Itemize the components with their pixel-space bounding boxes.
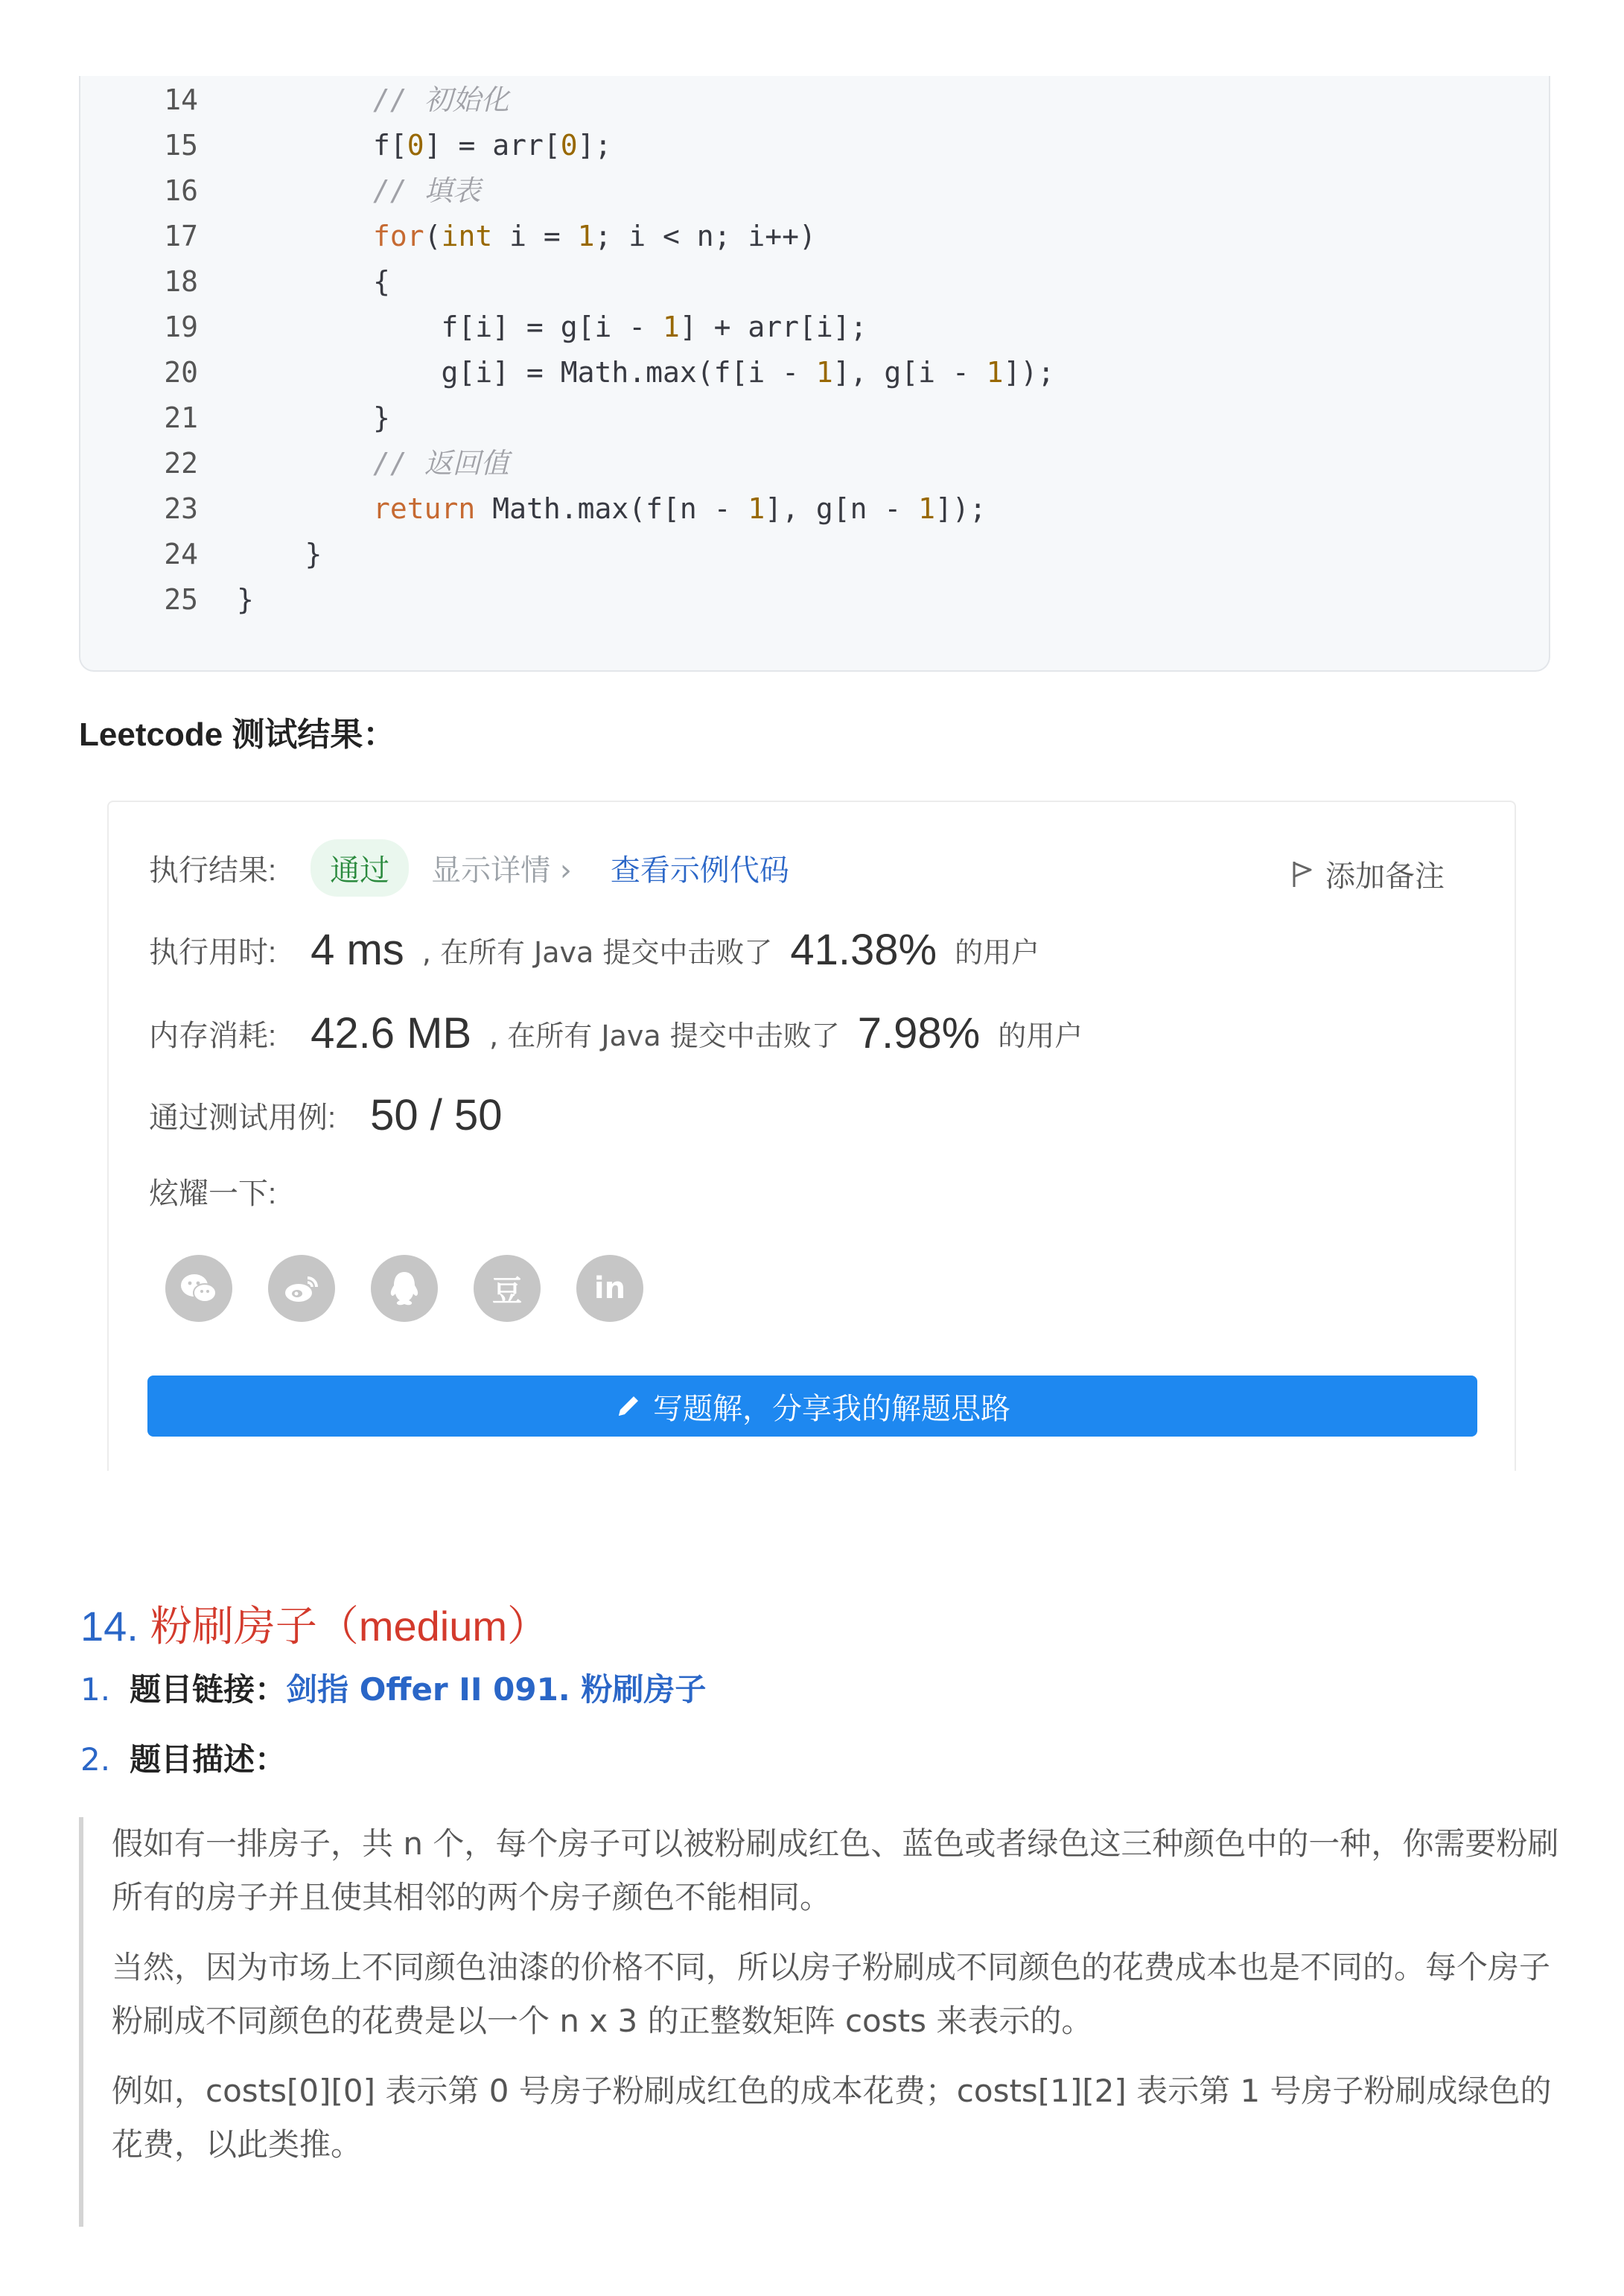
code-line (80, 305, 867, 349)
description-paragraph: 例如，costs[0][0] 表示第 0 号房子粉刷成红色的成本花费；costs[1][2] 表示第 1 号房子粉刷成绿色的花费，以此类推。 (112, 2073, 1552, 2163)
list-index: 2. (80, 1741, 111, 1778)
code-text: // 初始化 (373, 83, 509, 116)
share-row (149, 1161, 311, 1221)
show-detail-link[interactable]: 显示详情 › (431, 853, 572, 888)
code-line (80, 577, 254, 622)
write-solution-button[interactable] (147, 1376, 1477, 1437)
list-item-link (80, 1665, 706, 1710)
result-row (149, 838, 789, 897)
code-block (79, 76, 1550, 672)
description-paragraph: 当然，因为市场上不同颜色油漆的价格不同，所以房子粉刷成不同颜色的花费成本也是不同的。每个房子粉刷成不同颜色的花费是以一个 n x 3 的正整数矩阵 costs 来表示的。 (112, 1949, 1551, 2039)
sample-code-link[interactable]: 查看示例代码 (610, 853, 789, 888)
code-line (80, 77, 509, 122)
line-number: 17 (164, 220, 198, 252)
share-icons (165, 1255, 643, 1322)
code-line (80, 259, 390, 304)
memory-desc: , 在所有 Java 提交中击败了 (489, 1019, 840, 1052)
memory-percent: 7.98% (857, 1008, 981, 1058)
code-text: } (237, 583, 254, 616)
section-heading (80, 1594, 549, 1653)
line-number: 15 (164, 129, 198, 162)
code-text: f[i] = g[i - 1] + arr[i]; (441, 311, 867, 343)
code-text: g[i] = Math.max(f[i - 1], g[i - 1]); (441, 356, 1055, 389)
code-text: } (305, 538, 322, 570)
weibo-icon[interactable] (268, 1255, 335, 1322)
description-paragraph: 假如有一排房子，共 n 个，每个房子可以被粉刷成红色、蓝色或者绿色这三种颜色中的一种，你需要粉刷所有的房子并且使其相邻的两个房子颜色不能相同。 (112, 1825, 1559, 1915)
linkedin-icon[interactable]: in (576, 1255, 643, 1322)
line-number: 16 (164, 174, 198, 207)
line-number: 19 (164, 311, 198, 343)
line-number: 20 (164, 356, 198, 389)
write-solution-label: 写题解，分享我的解题思路 (653, 1391, 1010, 1426)
code-text: // 返回值 (373, 447, 509, 480)
qq-icon[interactable] (371, 1255, 438, 1322)
code-text: f[0] = arr[0]; (373, 129, 612, 162)
problem-desc-label: 题目描述： (130, 1741, 287, 1778)
douban-icon[interactable]: 豆 (474, 1255, 541, 1322)
wechat-icon[interactable] (165, 1255, 232, 1322)
code-line (80, 350, 1054, 395)
pencil-icon (614, 1392, 643, 1420)
list-item-description (80, 1735, 286, 1780)
runtime-row (149, 920, 1057, 979)
code-line (80, 123, 611, 168)
leetcode-result-card (107, 801, 1516, 1471)
line-number: 25 (164, 583, 198, 616)
runtime-percent: 41.38% (790, 925, 937, 974)
share-label: 炫耀一下: (149, 1177, 277, 1210)
line-number: 23 (164, 492, 198, 525)
add-note-button[interactable] (1291, 853, 1445, 895)
code-text: // 填表 (373, 174, 481, 207)
code-line (80, 395, 390, 440)
code-text: for(int i = 1; i < n; i++) (373, 220, 816, 252)
leetcode-result-label: Leetcode 测试结果： (79, 716, 396, 753)
memory-row (149, 1003, 1101, 1063)
line-number: 22 (164, 447, 198, 480)
code-text: } (373, 401, 390, 434)
testcases-row (149, 1085, 520, 1145)
memory-label: 内存消耗: (149, 1019, 277, 1052)
line-number: 14 (164, 83, 198, 116)
pass-badge: 通过 (311, 839, 409, 897)
code-line (80, 214, 816, 258)
problem-description-quote (79, 1817, 1561, 2227)
line-number: 21 (164, 401, 198, 434)
result-label: 执行结果: (149, 853, 277, 887)
problem-link-label: 题目链接： (130, 1671, 287, 1708)
code-text: { (373, 265, 390, 298)
runtime-suffix: 的用户 (955, 935, 1040, 969)
line-number: 24 (164, 538, 198, 570)
flag-icon (1291, 860, 1313, 888)
testcases-label: 通过测试用例: (149, 1101, 337, 1134)
memory-suffix: 的用户 (998, 1019, 1083, 1052)
problem-link[interactable]: 剑指 Offer II 091. 粉刷房子 (286, 1671, 707, 1708)
code-text: return Math.max(f[n - 1], g[n - 1]); (373, 492, 987, 525)
code-line (80, 168, 481, 213)
memory-value: 42.6 MB (311, 1008, 472, 1058)
code-line (80, 532, 322, 576)
runtime-desc: , 在所有 Java 提交中击败了 (421, 935, 773, 969)
list-index: 1. (80, 1671, 111, 1708)
add-note-label: 添加备注 (1325, 859, 1445, 894)
runtime-label: 执行用时: (149, 935, 277, 969)
section-title: 粉刷房子（medium） (150, 1603, 550, 1650)
runtime-value: 4 ms (311, 925, 404, 974)
section-number: 14. (80, 1603, 138, 1650)
code-line (80, 486, 987, 531)
testcases-value: 50 / 50 (370, 1090, 503, 1139)
line-number: 18 (164, 265, 198, 298)
code-line (80, 441, 509, 486)
